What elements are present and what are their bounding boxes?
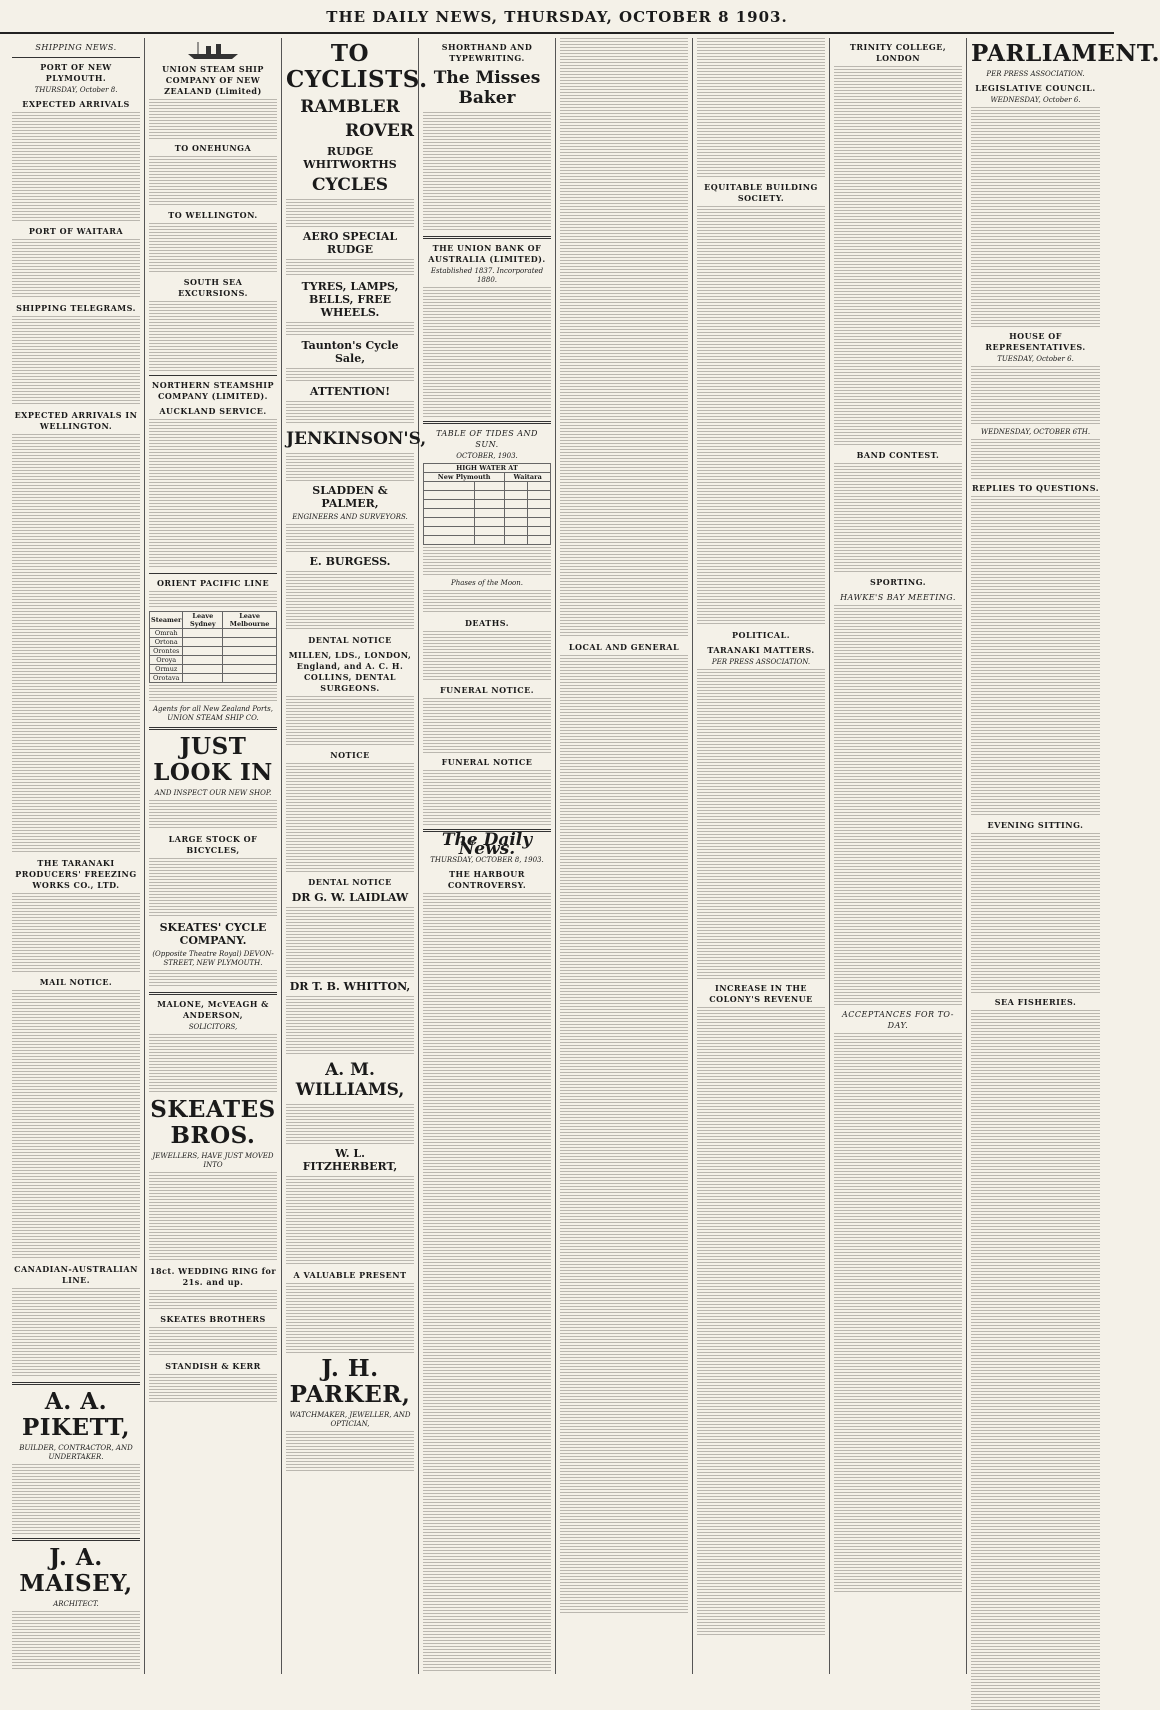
table-row: Ormuz — [150, 665, 183, 674]
newspaper-page — [8, 38, 1160, 1674]
daily-news-title: The Daily News. — [441, 830, 533, 859]
usco-heading: UNION STEAM SHIP COMPANY OF NEW ZEALAND (Limited) — [162, 64, 264, 96]
daily-news-date: THURSDAY, OCTOBER 8, 1903. — [430, 856, 544, 864]
dental-heading-1: DENTAL NOTICE — [308, 635, 392, 645]
jenkinson-title: JENKINSON'S, — [286, 429, 427, 449]
sea-fisheries-heading: SEA FISHERIES. — [994, 997, 1077, 1007]
tides-table: HIGH WATER AT New Plymouth Waitara — [423, 463, 551, 545]
just-look-in-title: JUST LOOK IN — [153, 733, 273, 786]
laidlaw-title: DR G. W. LAIDLAW — [291, 891, 409, 904]
rudge-title: RUDGE WHITWORTHS — [303, 145, 397, 171]
expected-arrivals-heading: EXPECTED ARRIVALS — [22, 99, 130, 109]
column-8 — [967, 38, 1160, 1674]
port-heading: PORT OF NEW PLYMOUTH. — [40, 62, 112, 83]
skeates-brothers-heading: SKEATES BROTHERS — [160, 1314, 266, 1324]
agents-line: Agents for all New Zealand Ports, UNION STEAM SHIP CO. — [153, 705, 273, 722]
table-row: Orotava — [150, 674, 183, 683]
replies-heading: REPLIES TO QUESTIONS. — [971, 483, 1100, 493]
tides-heading: TABLE OF TIDES AND SUN. — [436, 429, 538, 449]
rover-title: ROVER — [345, 121, 414, 141]
taunton-title: Taunton's Cycle Sale, — [301, 339, 399, 365]
column-4 — [419, 38, 556, 1674]
column-6 — [693, 38, 830, 1674]
nsc-heading: NORTHERN STEAMSHIP COMPANY (LIMITED). — [151, 380, 275, 401]
evening-sitting-heading: EVENING SITTING. — [987, 820, 1084, 830]
column-1 — [8, 38, 145, 1674]
acceptances-heading: ACCEPTANCES FOR TO-DAY. — [842, 1010, 954, 1030]
onehunga-heading: TO ONEHUNGA — [174, 143, 252, 153]
standish-heading: STANDISH & KERR — [165, 1361, 261, 1371]
band-contest-heading: BAND CONTEST. — [856, 450, 940, 460]
column-3 — [282, 38, 428, 1674]
fitzherbert-title: W. L. FITZHERBERT, — [302, 1147, 398, 1173]
skeates-cycle-title: SKEATES' CYCLE COMPANY. — [159, 921, 267, 947]
bicycles-heading: LARGE STOCK OF BICYCLES, — [168, 834, 258, 855]
moon-heading: Phases of the Moon. — [451, 579, 523, 587]
column-7 — [830, 38, 967, 1674]
wellington-heading: TO WELLINGTON. — [168, 210, 258, 220]
skeates-bros-title: SKEATES BROS. — [150, 1096, 276, 1149]
notice-heading: NOTICE — [330, 750, 370, 760]
maisey-ad-sub: ARCHITECT. — [53, 1600, 99, 1608]
column-5 — [556, 38, 693, 1674]
parker-title: J. H. PARKER, — [289, 1355, 411, 1408]
orient-heading: ORIENT PACIFIC LINE — [156, 578, 270, 588]
malone-sub: SOLICITORS, — [188, 1023, 238, 1031]
tides-month: OCTOBER, 1903. — [456, 452, 518, 460]
political-heading: POLITICAL. — [731, 630, 791, 640]
masthead-title: THE DAILY NEWS, THURSDAY, OCTOBER 8 1903. — [326, 8, 788, 26]
council-date: WEDNESDAY, October 6. — [990, 96, 1081, 104]
trinity-heading: TRINITY COLLEGE, LONDON — [849, 42, 947, 63]
canadian-line-heading: CANADIAN-AUSTRALIAN LINE. — [14, 1264, 138, 1285]
pikett-ad-sub: BUILDER, CONTRACTOR, AND UNDERTAKER. — [19, 1444, 133, 1461]
shorthand-heading: SHORTHAND AND TYPEWRITING. — [441, 42, 533, 63]
table-row: Orontes — [150, 647, 183, 656]
attention-title: ATTENTION! — [309, 385, 391, 398]
bank-established: Established 1837. Incorporated 1880. — [430, 267, 544, 284]
millen-heading: MILLEN, LDS., LONDON, England, and A. C. H. COLLINS, DENTAL SURGEONS. — [288, 650, 412, 693]
taranaki-heading: TARANAKI MATTERS. — [707, 645, 815, 655]
bank-heading: THE UNION BANK OF AUSTRALIA (LIMITED). — [428, 243, 546, 264]
aero-title: AERO SPECIAL RUDGE — [302, 230, 398, 256]
funeral-heading-1: FUNERAL NOTICE. — [439, 685, 535, 695]
whitton-title: DR T. B. WHITTON, — [289, 980, 411, 993]
table-row: Oroya — [150, 656, 183, 665]
burgess-title: E. BURGESS. — [309, 555, 391, 568]
sladden-sub: ENGINEERS AND SURVEYORS. — [292, 513, 408, 521]
wedding-ring-line: 18ct. WEDDING RING for 21s. and up. — [149, 1266, 277, 1287]
just-look-in-sub: AND INSPECT OUR NEW SHOP. — [154, 789, 272, 797]
baker-title: The Misses Baker — [433, 68, 541, 108]
telegrams-heading: SHIPPING TELEGRAMS. — [16, 303, 136, 313]
freezing-works-heading: THE TARANAKI PRODUCERS' FREEZING WORKS CO., LTD. — [15, 858, 137, 890]
mail-notice-heading: MAIL NOTICE. — [39, 977, 113, 987]
dental-heading-2: DENTAL NOTICE — [308, 877, 392, 887]
equitable-heading: EQUITABLE BUILDING SOCIETY. — [704, 182, 818, 203]
masthead — [0, 0, 1114, 34]
orient-sailings-table: Steamer Leave Sydney Leave Melbourne Omrah Ortona Orontes Oroya Ormuz Orotava — [149, 611, 277, 683]
deaths-heading: DEATHS. — [464, 618, 510, 628]
valuable-heading: A VALUABLE PRESENT — [293, 1270, 407, 1280]
waitara-heading: PORT OF WAITARA — [28, 226, 124, 236]
press-association-line-2: PER PRESS ASSOCIATION. — [986, 70, 1085, 78]
parliament-title: PARLIAMENT. — [971, 40, 1160, 67]
tyres-title: TYRES, LAMPS, BELLS, FREE WHEELS. — [301, 280, 399, 319]
skeates-cycle-sub: (Opposite Theatre Royal) DEVON-STREET, NEW PLYMOUTH. — [152, 950, 274, 967]
cyclists-title: TO CYCLISTS. — [286, 40, 428, 93]
maisey-ad-title: J. A. MAISEY, — [19, 1544, 133, 1597]
hawkes-bay-heading: HAWKE'S BAY MEETING. — [840, 593, 956, 602]
williams-title: A. M. WILLIAMS, — [295, 1060, 405, 1100]
parker-sub: WATCHMAKER, JEWELLER, AND OPTICIAN, — [289, 1411, 411, 1428]
malone-heading: MALONE, McVEAGH & ANDERSON, — [157, 999, 269, 1020]
funeral-heading-2: FUNERAL NOTICE — [441, 757, 533, 767]
rambler-title: RAMBLER — [300, 97, 400, 117]
south-sea-heading: SOUTH SEA EXCURSIONS. — [178, 277, 248, 298]
sladden-title: SLADDEN & PALMER, — [312, 484, 388, 510]
harbour-controversy-heading: THE HARBOUR CONTROVERSY. — [447, 869, 527, 890]
house-date-1: TUESDAY, October 6. — [997, 355, 1074, 363]
column-2 — [145, 38, 282, 1674]
house-heading: HOUSE OF REPRESENTATIVES. — [985, 331, 1086, 352]
increase-heading: INCREASE IN THE COLONY'S REVENUE — [709, 983, 813, 1004]
pikett-ad-title: A. A. PIKETT, — [22, 1388, 130, 1441]
table-row: Ortona — [150, 638, 183, 647]
steamship-icon — [186, 40, 240, 60]
local-general-heading: LOCAL AND GENERAL — [568, 642, 680, 652]
skeates-bros-sub: JEWELLERS, HAVE JUST MOVED INTO — [152, 1152, 274, 1169]
cycles-title: CYCLES — [311, 175, 389, 195]
wellington-arrivals-heading: EXPECTED ARRIVALS IN WELLINGTON. — [14, 410, 138, 431]
press-association-line: PER PRESS ASSOCIATION. — [711, 658, 811, 666]
sporting-heading: SPORTING. — [869, 577, 927, 587]
table-row: Omrah — [150, 629, 183, 638]
date-line: THURSDAY, October 8. — [34, 86, 118, 94]
shipping-heading: SHIPPING NEWS. — [35, 43, 117, 52]
auckland-service-heading: AUCKLAND SERVICE. — [159, 406, 267, 416]
legislative-council-heading: LEGISLATIVE COUNCIL. — [975, 83, 1096, 93]
house-date-2: WEDNESDAY, OCTOBER 6TH. — [980, 428, 1091, 436]
